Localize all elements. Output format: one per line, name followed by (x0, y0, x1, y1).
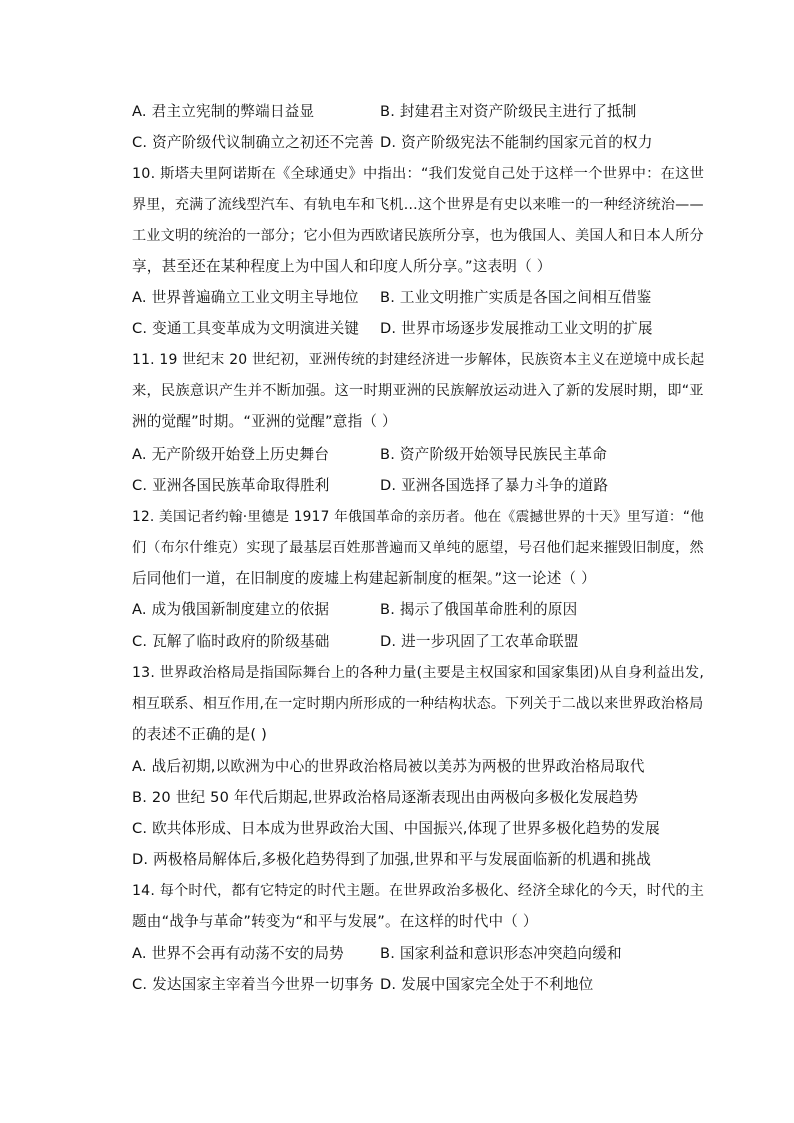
q9-option-d: D. 资产阶级宪法不能制约国家元首的权力 (380, 134, 653, 151)
q12-option-a: A. 成为俄国新制度建立的依据 (132, 601, 330, 618)
q11-option-d: D. 亚洲各国选择了暴力斗争的道路 (380, 477, 609, 494)
q14-option-a: A. 世界不会再有动荡不安的局势 (132, 945, 344, 962)
q13-stem-line-1: 13. 世界政治格局是指国际舞台上的各种力量(主要是主权国家和国家集团)从自身利益出发, (132, 665, 705, 681)
q9-option-a: A. 君主立宪制的弊端日益显 (132, 103, 315, 120)
q10-stem-line-3: 工业文明的统治的一部分；它小但为西欧诸民族所分享，也为俄国人、美国人和日本人所分 (132, 228, 704, 244)
q10-option-a: A. 世界普遍确立工业文明主导地位 (132, 289, 359, 306)
q13-stem-line-2: 相互联系、相互作用,在一定时期内所形成的一种结构状态。下列关于二战以来世界政治格局 (132, 696, 704, 712)
q13-stem-line-3: 的表述不正确的是( ) (132, 726, 267, 743)
q11-option-a: A. 无产阶级开始登上历史舞台 (132, 446, 330, 463)
q10-option-b: B. 工业文明推广实质是各国之间相互借鉴 (380, 289, 652, 306)
q12-stem-line-1: 12. 美国记者约翰·里德是 1917 年俄国革命的亲历者。他在《震撼世界的十天》里写道：“他 (132, 509, 705, 525)
q10-stem-line-1: 10. 斯塔夫里阿诺斯在《全球通史》中指出：“我们发觉自己处于这样一个世界中：在这世 (132, 166, 705, 182)
q12-option-d: D. 进一步巩固了工农革命联盟 (380, 633, 579, 650)
q12-stem-line-3: 后同他们一道，在旧制度的废墟上构建起新制度的框架。”这一论述（ ） (132, 570, 596, 587)
q12-stem-line-2: 们（布尔什维克）实现了最基层百姓那普遍而又单纯的愿望，号召他们起来摧毁旧制度，然 (132, 540, 704, 556)
q12-option-c: C. 瓦解了临时政府的阶级基础 (132, 633, 330, 650)
q9-option-c: C. 资产阶级代议制确立之初还不完善 (132, 134, 374, 151)
q14-stem-line-1: 14. 每个时代，都有它特定的时代主题。在世界政治多极化、经济全球化的今天，时代的主 (132, 883, 705, 899)
q11-stem-line-2: 来，民族意识产生并不断加强。这一时期亚洲的民族解放运动进入了新的发展时期，即“亚 (132, 383, 704, 399)
q12-option-b: B. 揭示了俄国革命胜利的原因 (380, 601, 578, 618)
q14-option-d: D. 发展中国家完全处于不利地位 (380, 976, 594, 993)
q10-stem-line-2: 界里，充满了流线型汽车、有轨电车和飞机…这个世界是有史以来唯一的一种经济统治—— (132, 197, 704, 213)
q10-option-d: D. 世界市场逐步发展推动工业文明的扩展 (380, 320, 653, 337)
q13-option-d: D. 两极格局解体后,多极化趋势得到了加强,世界和平与发展面临新的机遇和挑战 (132, 851, 651, 868)
q13-option-a: A. 战后初期,以欧洲为中心的世界政治格局被以美苏为两极的世界政治格局取代 (132, 758, 645, 775)
q9-option-b: B. 封建君主对资产阶级民主进行了抵制 (380, 103, 637, 120)
q10-option-c: C. 变通工具变革成为文明演进关键 (132, 320, 360, 337)
q11-stem-line-1: 11. 19 世纪末 20 世纪初，亚洲传统的封建经济进一步解体，民族资本主义在逆境中成长起 (132, 352, 705, 368)
q10-stem-line-4: 享，甚至还在某种程度上为中国人和印度人所分享。”这表明（ ） (132, 258, 552, 275)
q13-option-c: C. 欧共体形成、日本成为世界政治大国、中国振兴,体现了世界多极化趋势的发展 (132, 820, 660, 837)
q13-option-b: B. 20 世纪 50 年代后期起,世界政治格局逐渐表现出由两极向多极化发展趋势 (132, 789, 639, 806)
q14-option-c: C. 发达国家主宰着当今世界一切事务 (132, 976, 374, 993)
q11-option-c: C. 亚洲各国民族革命取得胜利 (132, 477, 330, 494)
q11-stem-line-3: 洲的觉醒”时期。“亚洲的觉醒”意指（ ） (132, 413, 397, 430)
q11-option-b: B. 资产阶级开始领导民族民主革命 (380, 446, 608, 463)
q14-option-b: B. 国家利益和意识形态冲突趋向缓和 (380, 945, 622, 962)
q14-stem-line-2: 题由“战争与革命”转变为“和平与发展”。在这样的时代中（ ） (132, 913, 538, 930)
